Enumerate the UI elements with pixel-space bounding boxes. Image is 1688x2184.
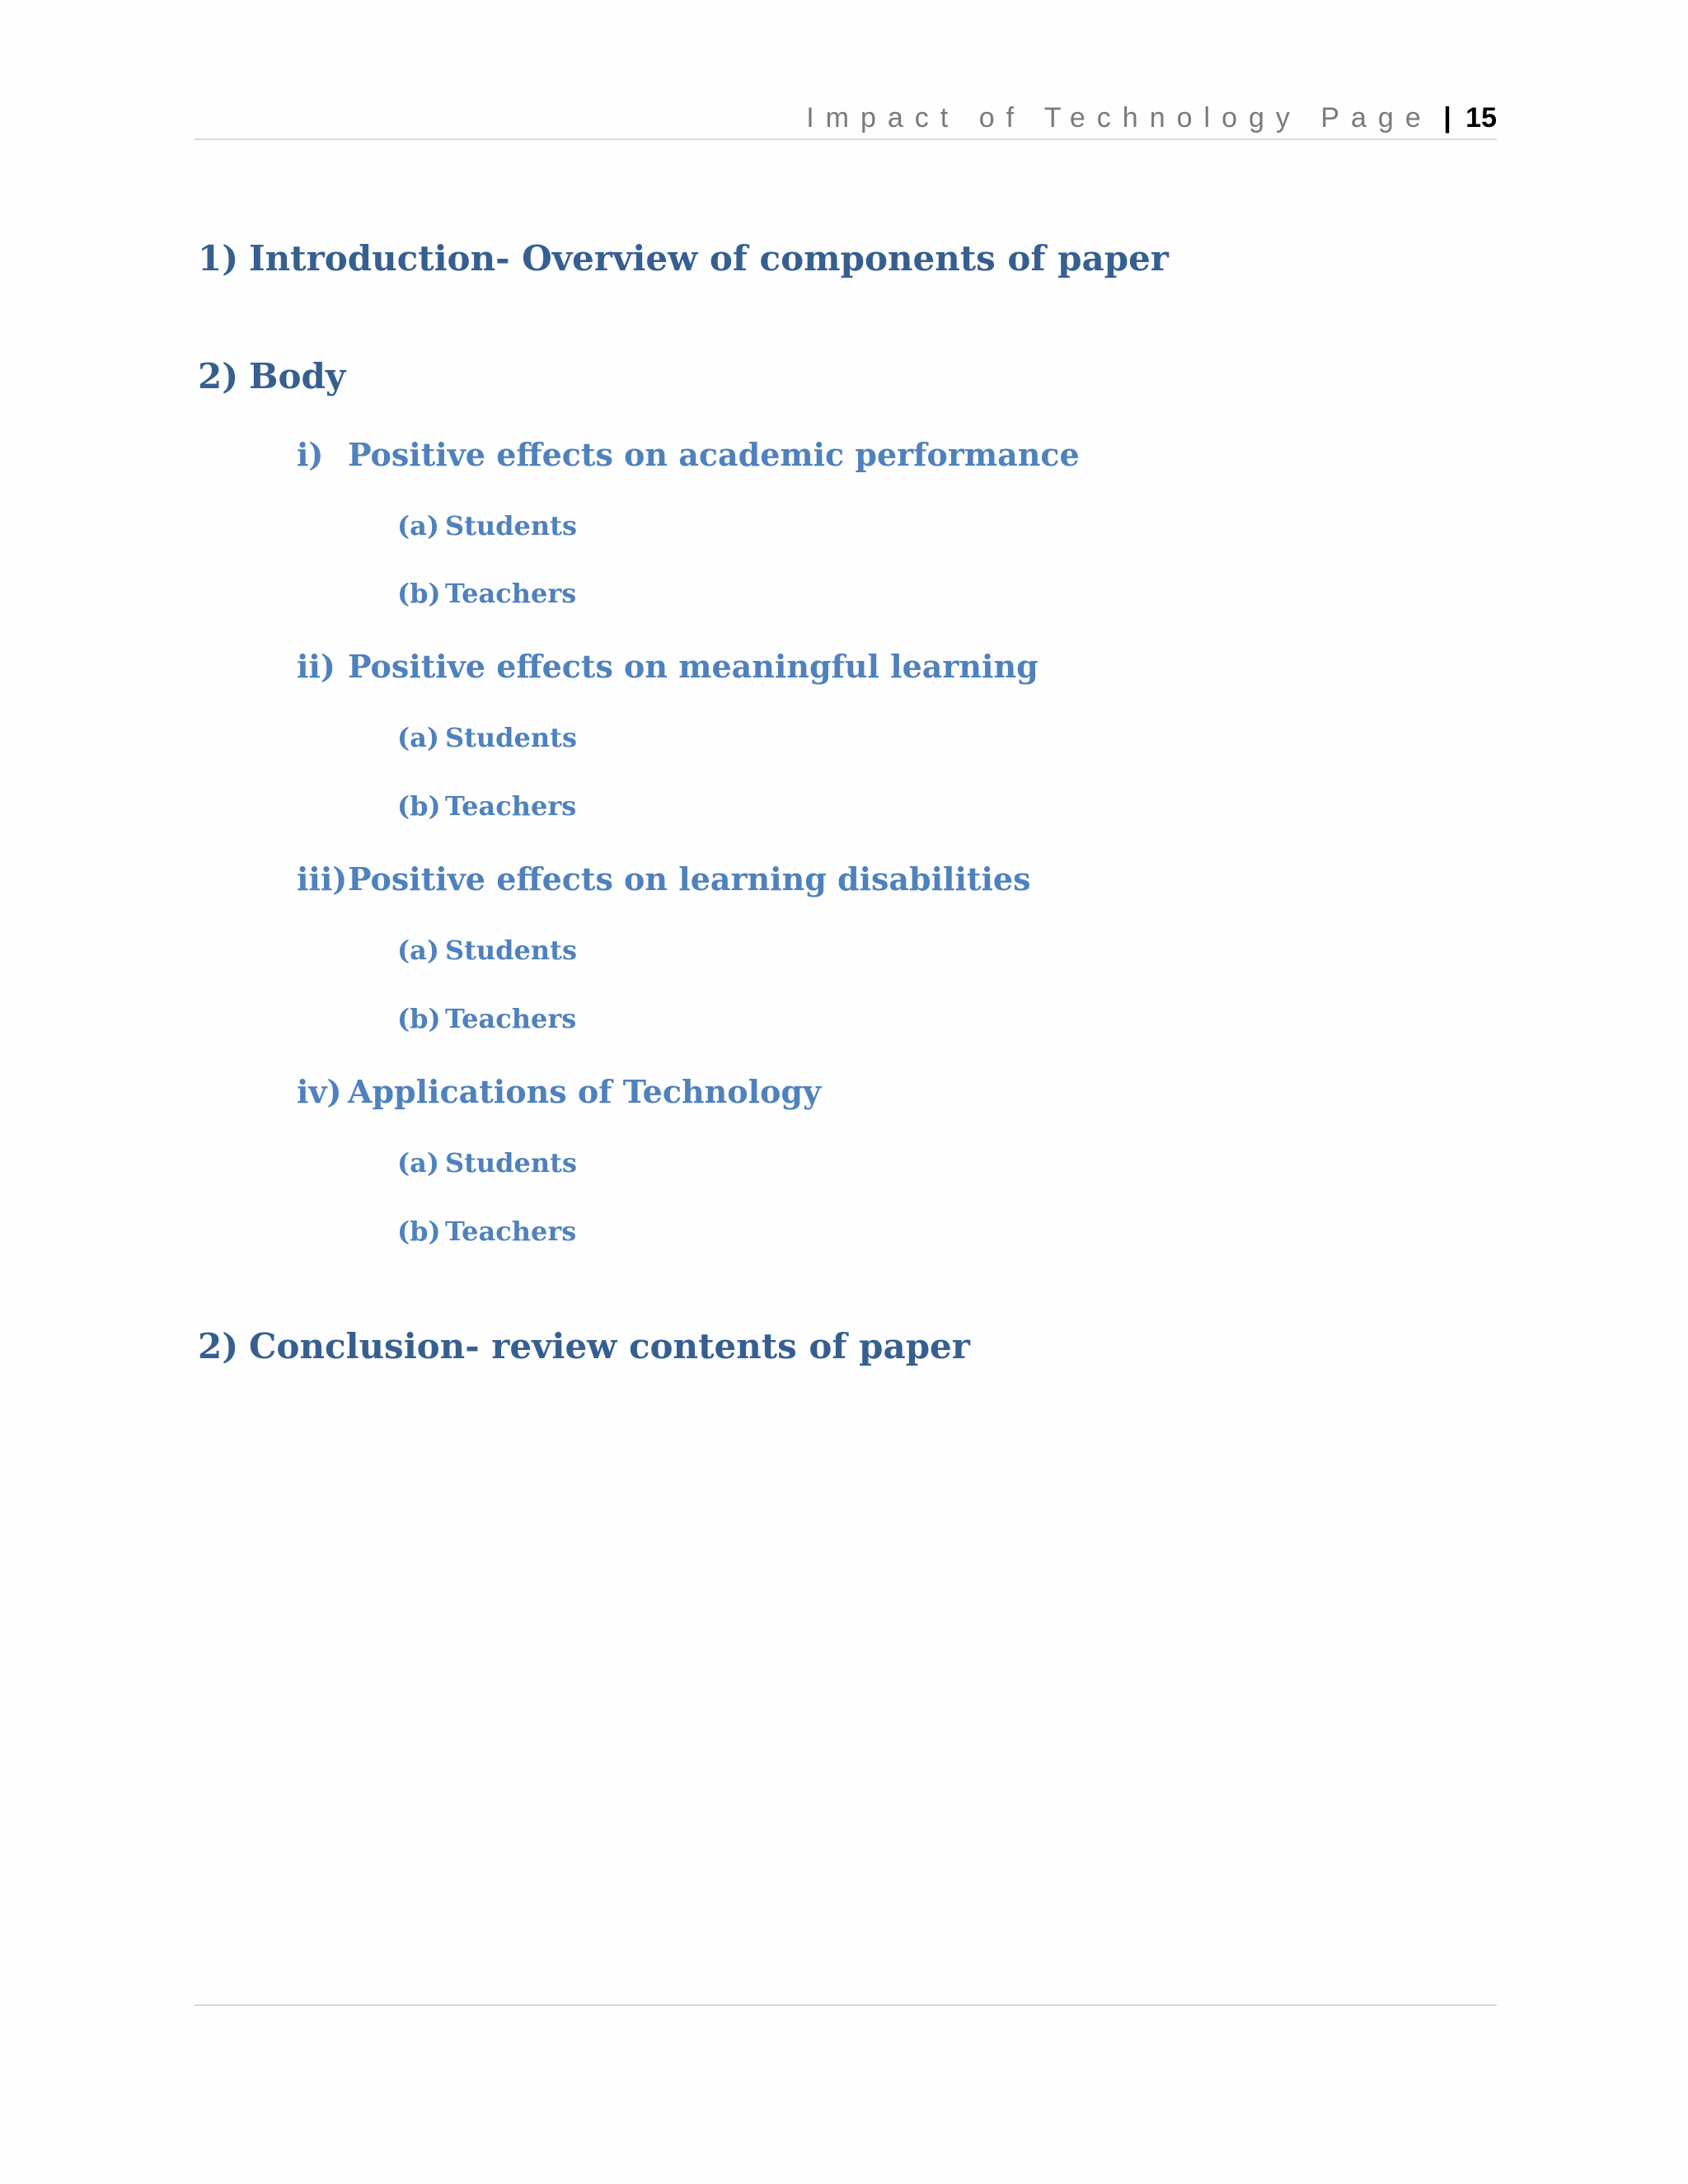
- outline-marker: (a): [397, 722, 440, 753]
- outline-section-heading: Applications of Technology: [348, 1073, 822, 1110]
- outline-subitem-text: Students: [445, 722, 577, 753]
- outline-marker: (b): [397, 578, 441, 609]
- outline-marker: 2): [198, 1326, 239, 1366]
- outline-section-heading: Positive effects on meaningful learning: [348, 648, 1039, 685]
- outline-subitem-text: Teachers: [445, 1216, 577, 1247]
- outline-marker: (a): [397, 1147, 440, 1179]
- outline-subitem-text: Teachers: [445, 790, 577, 822]
- outline-marker: 1): [198, 238, 239, 279]
- page-header: [195, 97, 1497, 138]
- outline-marker: (a): [397, 510, 440, 541]
- footer-rule: [195, 2004, 1497, 2006]
- outline-subitem-text: Teachers: [445, 1003, 577, 1034]
- outline-heading: Introduction- Overview of components of paper: [249, 238, 1169, 279]
- outline-section-heading: Positive effects on learning disabilities: [348, 860, 1031, 898]
- outline-heading: Conclusion- review contents of paper: [249, 1326, 970, 1366]
- outline-subitem-text: Students: [445, 510, 577, 541]
- outline-marker: (a): [397, 935, 440, 966]
- outline-marker: ii): [297, 648, 335, 685]
- outline-marker: (b): [397, 790, 441, 822]
- outline-marker: i): [297, 436, 324, 473]
- outline-subitem-text: Students: [445, 935, 577, 966]
- outline-section-heading: Positive effects on academic performance: [348, 436, 1080, 473]
- header-separator: |: [1443, 102, 1451, 134]
- outline-marker: (b): [397, 1003, 441, 1034]
- page-number: 15: [1465, 102, 1497, 134]
- outline-marker: iv): [297, 1073, 342, 1110]
- outline-subitem-text: Students: [445, 1147, 577, 1179]
- header-rule: [195, 138, 1497, 140]
- header-title: Impact of Technology Page: [806, 102, 1432, 134]
- outline-marker: 2): [198, 356, 239, 396]
- outline-heading: Body: [249, 356, 346, 396]
- outline-marker: (b): [397, 1216, 441, 1247]
- outline-subitem-text: Teachers: [445, 578, 577, 609]
- outline-marker: iii): [297, 860, 348, 898]
